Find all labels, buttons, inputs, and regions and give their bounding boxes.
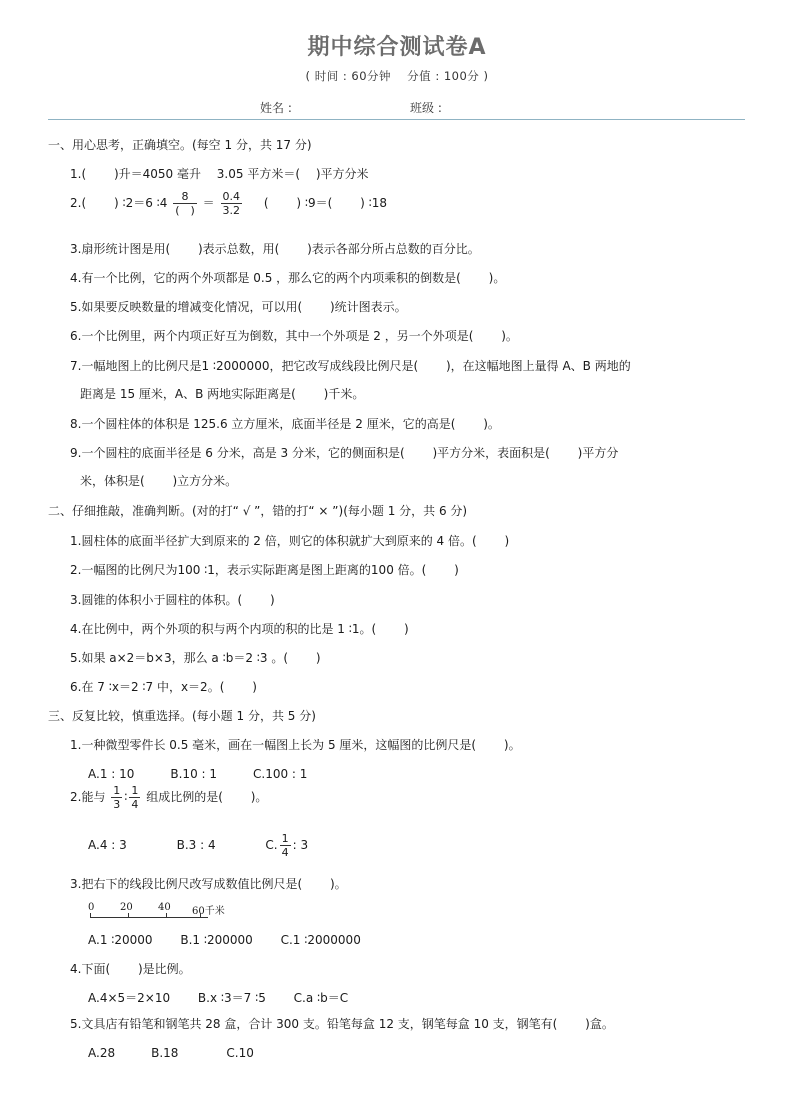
s3-question-1: 1.一种微型零件长 0.5 毫米，画在一幅图上长为 5 厘米，这幅图的比例尺是( )。 — [70, 738, 521, 752]
s1-question-6: 6.一个比例里，两个内项正好互为倒数，其中一个外项是 2 ，另一个外项是( )。 — [70, 329, 518, 343]
fraction-denominator: 3.2 — [222, 204, 241, 217]
fraction-denominator: 4 — [131, 798, 139, 811]
s2-question-4: 4.在比例中，两个外项的积与两个内项的积的比是 1 ∶1。( ) — [70, 622, 409, 636]
scale-tick — [200, 913, 201, 918]
s3-question-1-options: A.1 : 10 B.10 : 1 C.100 : 1 — [88, 767, 308, 781]
s1-question-1: 1.( )升＝4050 毫升 3.05 平方米＝( )平方分米 — [70, 167, 369, 181]
fraction-numerator: 1 — [281, 832, 289, 845]
scale-label: 40 — [158, 902, 171, 913]
class-label: 班级 : — [410, 101, 442, 115]
scale-bar — [90, 917, 208, 918]
s1-question-2 — [70, 188, 387, 218]
s3-q2-part-a: 2.能与 — [70, 790, 106, 804]
s3-q2-fraction-2 — [129, 784, 140, 811]
s3-question-4: 4.下面( )是比例。 — [70, 962, 191, 976]
s3-question-4-options: A.4×5＝2×10 B.x ∶3＝7 ∶5 C.a ∶b＝C — [88, 991, 349, 1005]
s2-question-5: 5.如果 a×2＝b×3，那么 a ∶b＝2 ∶3 。( ) — [70, 651, 321, 665]
s3-question-5-options: A.28 B.18 C.10 — [88, 1046, 254, 1060]
s2-question-1: 1.圆柱体的底面半径扩大到原来的 2 倍，则它的体积就扩大到原来的 4 倍。( ) — [70, 534, 510, 548]
s1-q2-fraction-2 — [221, 190, 243, 217]
scale-label: 0 — [88, 902, 95, 913]
s1-q2-part-b: ( ) ∶9＝( ) ∶18 — [263, 196, 387, 210]
scale-label: 60千米 — [192, 906, 225, 917]
s1-question-8: 8.一个圆柱体的体积是 125.6 立方厘米，底面半径是 2 厘米，它的高是( )。 — [70, 417, 500, 431]
fraction-numerator: 0.4 — [222, 190, 241, 203]
fraction-denominator: 3 — [113, 798, 121, 811]
equals-sign: ＝ — [202, 196, 215, 210]
s3-q2-option-a: A.4 : 3 — [88, 838, 127, 852]
section-1-heading: 一、用心思考，正确填空。(每空 1 分，共 17 分) — [48, 138, 312, 152]
s1-question-9-line-1: 9.一个圆柱的底面半径是 6 分米，高是 3 分米，它的侧面积是( )平方分米，表面积是( )平方分 — [70, 446, 619, 460]
page-title: 期中综合测试卷A — [307, 35, 487, 60]
s3-question-5: 5.文具店有铅笔和钢笔共 28 盒，合计 300 支。铅笔每盒 12 支，钢笔每盒 10 支，钢笔有( )盒。 — [70, 1017, 614, 1031]
s2-question-6: 6.在 7 ∶x＝2 ∶7 中，x＝2。( ) — [70, 680, 257, 694]
s3-q2-option-b: B.3 : 4 — [176, 838, 216, 852]
line-segment-scale — [88, 902, 228, 926]
s3-question-3: 3.把右下的线段比例尺改写成数值比例尺是( )。 — [70, 877, 347, 891]
exam-info: ( 时间 : 60分钟 分值 : 100分 ) — [305, 69, 489, 83]
s1-question-7-line-2: 距离是 15 厘米，A、B 两地实际距离是( )千米。 — [80, 387, 365, 401]
scale-tick — [90, 913, 91, 918]
name-label: 姓名 : — [260, 101, 292, 115]
s1-question-9-line-2: 米，体积是( )立方分米。 — [80, 474, 238, 488]
fraction-denominator: 4 — [281, 846, 289, 859]
s3-q2-option-c — [265, 832, 309, 859]
section-2-heading: 二、仔细推敲，准确判断。(对的打“ √ ”，错的打“ × ”)(每小题 1 分，共 6 分) — [48, 504, 468, 518]
option-letter: C. — [265, 838, 278, 852]
scale-tick — [166, 913, 167, 918]
s3-q2-option-c-fraction — [280, 832, 291, 859]
s1-q2-part-a: 2.( ) ∶2＝6 ∶4 — [70, 196, 168, 210]
s3-question-2 — [70, 782, 267, 812]
scale-tick — [128, 913, 129, 918]
fraction-numerator: 8 — [173, 190, 197, 204]
s2-question-2: 2.一幅图的比例尺为100 ∶1，表示实际距离是图上距离的100 倍。( ) — [70, 563, 459, 577]
s1-question-3: 3.扇形统计图是用( )表示总数，用( )表示各部分所占总数的百分比。 — [70, 242, 480, 256]
fraction-numerator: 1 — [113, 784, 121, 797]
fraction-numerator: 1 — [131, 784, 139, 797]
s3-question-2-options — [88, 830, 308, 860]
fraction-denominator: ( ) — [175, 204, 195, 217]
s1-q2-fraction-1 — [173, 190, 197, 217]
s1-question-4: 4.有一个比例，它的两个外项都是 0.5 ，那么它的两个内项乘积的倒数是( )。 — [70, 271, 506, 285]
s1-question-7-line-1: 7.一幅地图上的比例尺是1 ∶2000000，把它改写成线段比例尺是( )，在这幅地图上量得 A、B 两地的 — [70, 359, 631, 373]
s3-q2-fraction-1 — [111, 784, 122, 811]
section-3-heading: 三、反复比较，慎重选择。(每小题 1 分，共 5 分) — [48, 709, 316, 723]
header-divider — [48, 119, 745, 120]
scale-label: 20 — [120, 902, 133, 913]
s3-q2-part-b: 组成比例的是( )。 — [146, 790, 268, 804]
s2-question-3: 3.圆锥的体积小于圆柱的体积。( ) — [70, 593, 275, 607]
option-remainder: : 3 — [292, 838, 309, 852]
s1-question-5: 5.如果要反映数量的增减变化情况，可以用( )统计图表示。 — [70, 300, 407, 314]
ratio-colon: ∶ — [124, 790, 128, 804]
s3-question-3-options: A.1 ∶20000 B.1 ∶200000 C.1 ∶2000000 — [88, 933, 361, 947]
